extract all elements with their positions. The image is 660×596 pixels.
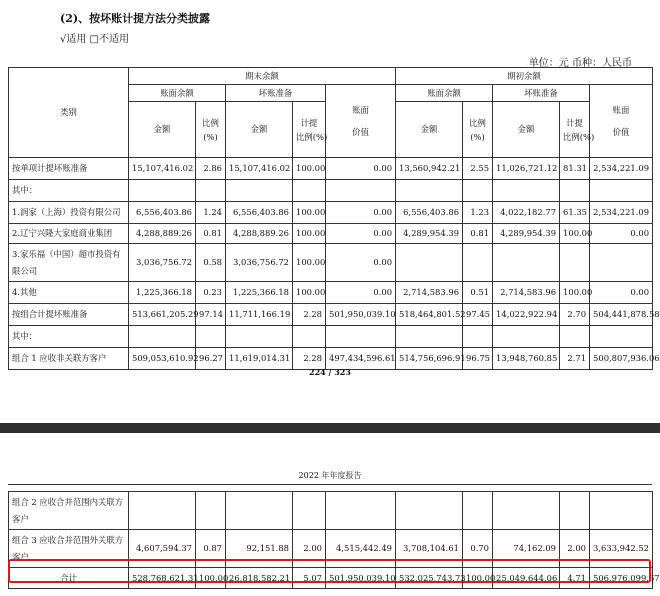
cell-value	[396, 326, 463, 348]
cell-value	[590, 492, 653, 530]
cell-value	[293, 492, 326, 530]
cell-value: 3,036,756.72	[129, 244, 196, 282]
cell-value: 0.00	[326, 282, 396, 304]
cell-value	[129, 326, 196, 348]
cell-value: 0.00	[326, 158, 396, 180]
row-label: 组合 2 应收合并范围内关联方客户	[9, 492, 129, 530]
cell-value: 3,036,756.72	[226, 244, 293, 282]
header-end-book-value: 账面 价值	[326, 85, 396, 158]
header-provision-ratio: 计提 比例(%)	[293, 102, 326, 158]
cell-value: 1.23	[463, 202, 493, 224]
table-row	[9, 244, 653, 282]
table-row	[9, 530, 653, 568]
cell-value: 100.00	[560, 224, 590, 244]
cell-value: 0.23	[196, 282, 226, 304]
cell-value	[463, 492, 493, 530]
cell-value: 2,534,221.09	[590, 202, 653, 224]
cell-value: 15,107,416.02	[226, 158, 293, 180]
header-amount: 金额	[226, 102, 293, 158]
cell-value: 11,619,014.31	[226, 348, 293, 370]
cell-value: 14,022,922.94	[493, 304, 560, 326]
cell-value	[326, 492, 396, 530]
cell-value: 6,556,403.86	[396, 202, 463, 224]
header-amount: 金额	[493, 102, 560, 158]
cell-value: 11,026,721.12	[493, 158, 560, 180]
cell-value: 100.00	[293, 158, 326, 180]
cell-value	[293, 180, 326, 202]
cell-value: 0.51	[463, 282, 493, 304]
header-end-balance: 期末余额	[129, 68, 396, 85]
cell-value	[196, 492, 226, 530]
cell-value: 4,607,594.37	[129, 530, 196, 568]
bad-debt-table	[8, 67, 660, 370]
cell-value: 92,151.88	[226, 530, 293, 568]
table-row	[9, 202, 653, 224]
cell-value: 2.55	[463, 158, 493, 180]
cell-value: 4,289,954.39	[493, 224, 560, 244]
cell-value: 100.00	[293, 244, 326, 282]
row-label: 2.辽宁兴隆大家庭商业集团	[9, 224, 129, 244]
header-provision-ratio: 计提 比例(%)	[560, 102, 590, 158]
cell-value: 504,441,878.58	[590, 304, 653, 326]
cell-value	[293, 326, 326, 348]
cell-value	[396, 492, 463, 530]
cell-value	[326, 326, 396, 348]
cell-value: 13,560,942.21	[396, 158, 463, 180]
cell-value	[560, 492, 590, 530]
row-label: 1.润家（上海）投资有限公司	[9, 202, 129, 224]
header-begin-bad-debt: 坏账准备	[493, 85, 590, 102]
cell-value	[129, 492, 196, 530]
cell-value: 1.24	[196, 202, 226, 224]
cell-value: 11,711,166.19	[226, 304, 293, 326]
table-row	[9, 304, 653, 326]
cell-value: 0.00	[326, 244, 396, 282]
cell-value: 100.00	[196, 568, 226, 589]
cell-value: 2.00	[293, 530, 326, 568]
cell-value: 96.75	[463, 348, 493, 370]
cell-value: 0.00	[326, 202, 396, 224]
cell-value: 506,976,099.67	[590, 568, 653, 589]
cell-value	[226, 326, 293, 348]
row-label: 按组合计提坏账准备	[9, 304, 129, 326]
table-body	[9, 158, 660, 370]
cell-value: 2,534,221.09	[590, 158, 653, 180]
cell-value: 15,107,416.02	[129, 158, 196, 180]
table-row	[9, 180, 653, 202]
cell-value: 509,053,610.92	[129, 348, 196, 370]
cell-value: 100.00	[293, 282, 326, 304]
table-row	[9, 282, 653, 304]
cell-value: 0.00	[326, 224, 396, 244]
cell-value: 514,756,696.91	[396, 348, 463, 370]
row-label: 合计	[9, 568, 129, 589]
header-rule	[8, 484, 652, 485]
cell-value: 13,948,760.85	[493, 348, 560, 370]
header-ratio: 比例 (%)	[196, 102, 226, 158]
cell-value: 528,768,621.31	[129, 568, 196, 589]
row-label: 组合 3 应收合并范围外关联方客户	[9, 530, 129, 568]
cell-value	[560, 180, 590, 202]
page-number: 224 / 323	[309, 367, 351, 377]
cell-value: 6,556,403.86	[129, 202, 196, 224]
cell-value	[396, 244, 463, 282]
cell-value: 5.07	[293, 568, 326, 589]
cell-value: 497,434,596.61	[326, 348, 396, 370]
cell-value: 501,950,039.10	[326, 568, 396, 589]
cell-value	[226, 180, 293, 202]
cell-value: 0.81	[196, 224, 226, 244]
cell-value: 2.00	[560, 530, 590, 568]
cell-value: 6,556,403.86	[226, 202, 293, 224]
cell-value: 100.00	[293, 224, 326, 244]
cell-value	[463, 180, 493, 202]
cell-value: 532,025,743.73	[396, 568, 463, 589]
cell-value: 4,288,889.26	[129, 224, 196, 244]
bad-debt-table-continued	[8, 491, 660, 589]
table-header	[9, 68, 653, 158]
cell-value	[196, 180, 226, 202]
cell-value	[560, 326, 590, 348]
cell-value: 3,708,104.61	[396, 530, 463, 568]
cell-value: 0.58	[196, 244, 226, 282]
cell-value: 4.71	[560, 568, 590, 589]
table-row	[9, 224, 653, 244]
table-row	[9, 568, 653, 589]
cell-value: 2.86	[196, 158, 226, 180]
cell-value	[463, 244, 493, 282]
cell-value: 100.00	[293, 202, 326, 224]
table-body	[9, 492, 660, 589]
header-category: 类别	[9, 68, 129, 158]
table-row	[9, 492, 653, 530]
cell-value	[560, 244, 590, 282]
cell-value: 0.87	[196, 530, 226, 568]
header-begin-book-value: 账面 价值	[590, 85, 653, 158]
header-ratio: 比例 (%)	[463, 102, 493, 158]
report-header: 2022 年年度报告	[298, 471, 362, 480]
cell-value	[493, 180, 560, 202]
row-label: 其中：	[9, 326, 129, 348]
cell-value	[463, 326, 493, 348]
cell-value: 81.31	[560, 158, 590, 180]
cell-value: 0.70	[463, 530, 493, 568]
cell-value	[590, 326, 653, 348]
section-title: (2)、按坏账计提方法分类披露	[60, 12, 211, 25]
cell-value: 2.28	[293, 304, 326, 326]
cell-value	[196, 326, 226, 348]
row-label: 4.其他	[9, 282, 129, 304]
cell-value	[129, 180, 196, 202]
cell-value: 97.45	[463, 304, 493, 326]
header-amount: 金额	[129, 102, 196, 158]
header-begin-balance: 期初余额	[396, 68, 653, 85]
cell-value: 26,818,582.21	[226, 568, 293, 589]
cell-value: 2,714,583.96	[493, 282, 560, 304]
table-row	[9, 326, 653, 348]
row-label: 其中：	[9, 180, 129, 202]
cell-value: 0.81	[463, 224, 493, 244]
cell-value: 4,289,954.39	[396, 224, 463, 244]
cell-value: 74,162.09	[493, 530, 560, 568]
cell-value: 96.27	[196, 348, 226, 370]
header-begin-book-balance: 账面余额	[396, 85, 493, 102]
cell-value: 513,661,205.29	[129, 304, 196, 326]
cell-value	[493, 244, 560, 282]
cell-value: 518,464,801.52	[396, 304, 463, 326]
row-label: 组合 1 应收非关联方客户	[9, 348, 129, 370]
cell-value	[396, 180, 463, 202]
cell-value: 501,950,039.10	[326, 304, 396, 326]
table-row	[9, 158, 653, 180]
page-divider	[0, 423, 660, 433]
cell-value: 4,288,889.26	[226, 224, 293, 244]
cell-value	[493, 492, 560, 530]
header-end-bad-debt: 坏账准备	[226, 85, 326, 102]
cell-value: 0.00	[590, 282, 653, 304]
cell-value	[226, 492, 293, 530]
cell-value: 3,633,942.52	[590, 530, 653, 568]
cell-value: 25,049,644.06	[493, 568, 560, 589]
cell-value: 500,807,936.06	[590, 348, 653, 370]
cell-value: 61.35	[560, 202, 590, 224]
cell-value: 97.14	[196, 304, 226, 326]
cell-value	[590, 244, 653, 282]
cell-value	[493, 326, 560, 348]
unit-currency-line: 单位：元 币种：人民币	[528, 58, 632, 69]
cell-value: 100.00	[463, 568, 493, 589]
cell-value	[326, 180, 396, 202]
cell-value	[590, 180, 653, 202]
row-label: 3.家乐福（中国）超市投资有限公司	[9, 244, 129, 282]
cell-value: 4,515,442.49	[326, 530, 396, 568]
cell-value: 100.00	[560, 282, 590, 304]
cell-value: 2,714,583.96	[396, 282, 463, 304]
cell-value: 0.00	[590, 224, 653, 244]
cell-value: 4,022,182.77	[493, 202, 560, 224]
header-end-book-balance: 账面余额	[129, 85, 226, 102]
cell-value: 2.70	[560, 304, 590, 326]
row-label: 按单项计提坏账准备	[9, 158, 129, 180]
header-amount: 金额	[396, 102, 463, 158]
cell-value: 2.28	[293, 348, 326, 370]
applicability-line: √适用 □不适用	[60, 34, 129, 45]
cell-value: 1,225,366.18	[129, 282, 196, 304]
cell-value: 1,225,366.18	[226, 282, 293, 304]
cell-value: 2.71	[560, 348, 590, 370]
